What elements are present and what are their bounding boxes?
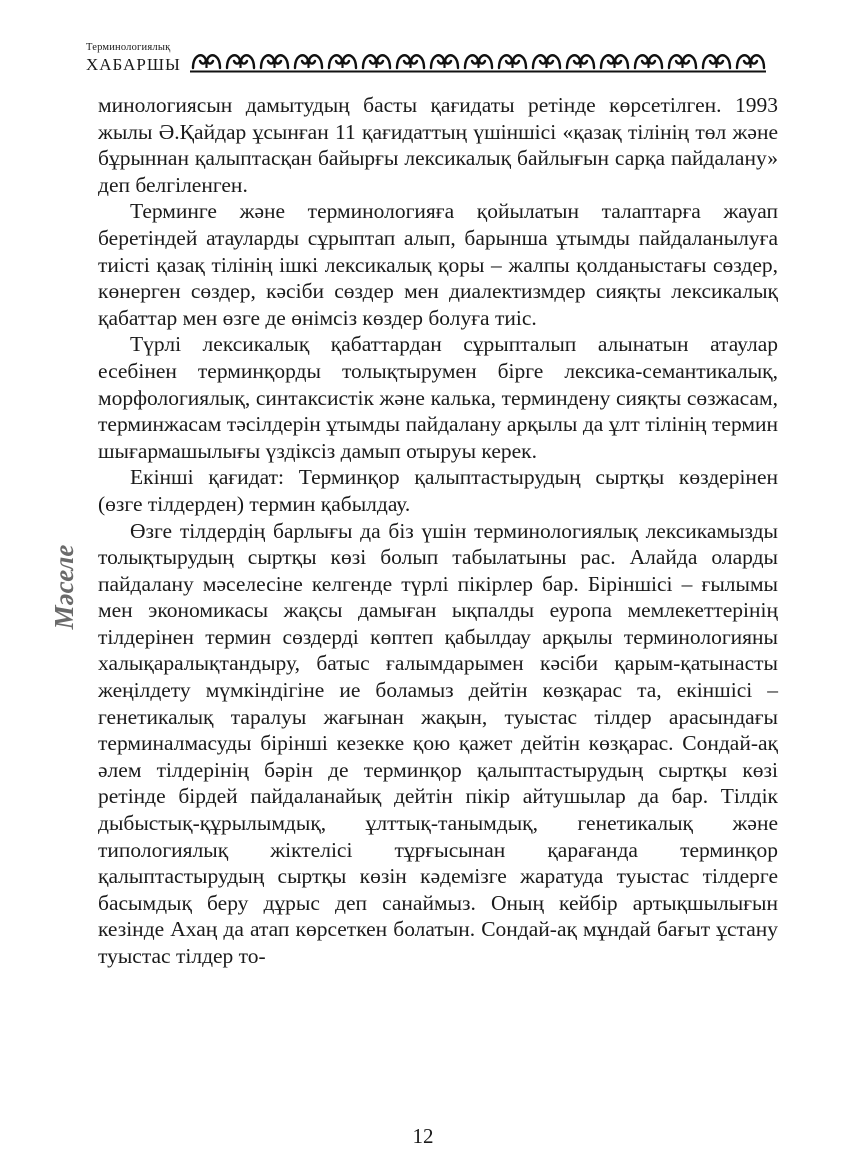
paragraph: Екінші қағидат: Терминқор қалыптастырудың сыртқы көздерінен (өзге тілдерден) термин қабылдау. [98, 465, 778, 516]
journal-title-small: Терминологиялық [86, 42, 171, 53]
paragraph: Түрлі лексикалық қабаттардан сұрыпталып алынатын атаулар есебінен терминқорды толықтырумен бірге лексика-семантикалық, морфологиялық, синтаксистік және калька, терминдену сияқты сөзжасам, терминжасам тәсілдерін ұтымды пайдалану арқылы да ұлт тілінің термин шығармашылығы үздіксіз дамып отыруы керек. [98, 332, 778, 463]
paragraph: минологиясын дамытудың басты қағидаты ретінде көрсетілген. 1993 жылы Ә.Қайдар ұсынған 11 қағидаттың үшіншісі «қазақ тілінің төл және бұрыннан қалыптасқан байырғы лексикалық байлығын сарқа пайдалану» деп белгіленген. [98, 93, 778, 197]
section-side-label-text: Мәселе [49, 544, 79, 630]
page-number: 12 [412, 1124, 434, 1148]
paragraph: Өзге тілдердің барлығы да біз үшін терминологиялық лексикамызды толықтырудың сыртқы көзі болып табылатыны рас. Алайда оларды пайдалану мәселесіне келгенде түрлі пікірлер бар. Біріншісі – ғылымы мен экономикасы жақсы дамыған ықпалды еуропа мемлекеттерінің тілдерінен термин сөздерді көптеп қабылдау арқылы терминологияны халықаралықтандыру, батыс ғалымдарымен кәсіби қарым-қатынасты жеңілдету мүмкіндігіне ие боламыз дейтін көзқарас та, екіншісі – генетикалық таралуы жағынан жақын, туыстас тілдер арасындағы терминалмасуды бірінші кезекке қою қажет дейтін көзқарас. Сондай-ақ әлем тілдерінің бәрін де терминқор қалыптастырудың сыртқы көзі ретінде бірдей пайдаланайық дейтін пікір айтушылар да бар. Тілдік дыбыстық-құрылымдық, ұлттық-танымдық, генетикалық және типологиялық жіктелісі тұрғысынан қарағанда терминқор қалыптастырудың сыртқы көзін кәдемізге жаратуда туыстас тілдерге басымдық беру дұрыс деп санаймыз. Оның кейбір артықшылығын кезінде Ахаң да атап көрсеткен болатын. Сондай-ақ мұндай бағыт ұстану туыстас тілдер то- [98, 518, 778, 968]
article-body [98, 92, 778, 970]
journal-title-large: ХАБАРШЫ [86, 55, 181, 74]
paragraph: Терминге және терминологияға қойылатын талаптарға жауап беретіндей атауларды сұрыптап алып, барынша ұтымды пайдаланылуға тиісті қазақ тілінің ішкі лексикалық қоры – жалпы қолданыстағы сөздер, көнерген сөздер, кәсіби сөздер мен диалектизмдер сияқты лексикалық қабаттар мен өзге де өнімсіз көздер болуға тиіс. [98, 199, 778, 330]
section-side-label [40, 540, 80, 640]
kazakh-ornament-border-icon [190, 46, 770, 76]
running-header [86, 40, 766, 80]
